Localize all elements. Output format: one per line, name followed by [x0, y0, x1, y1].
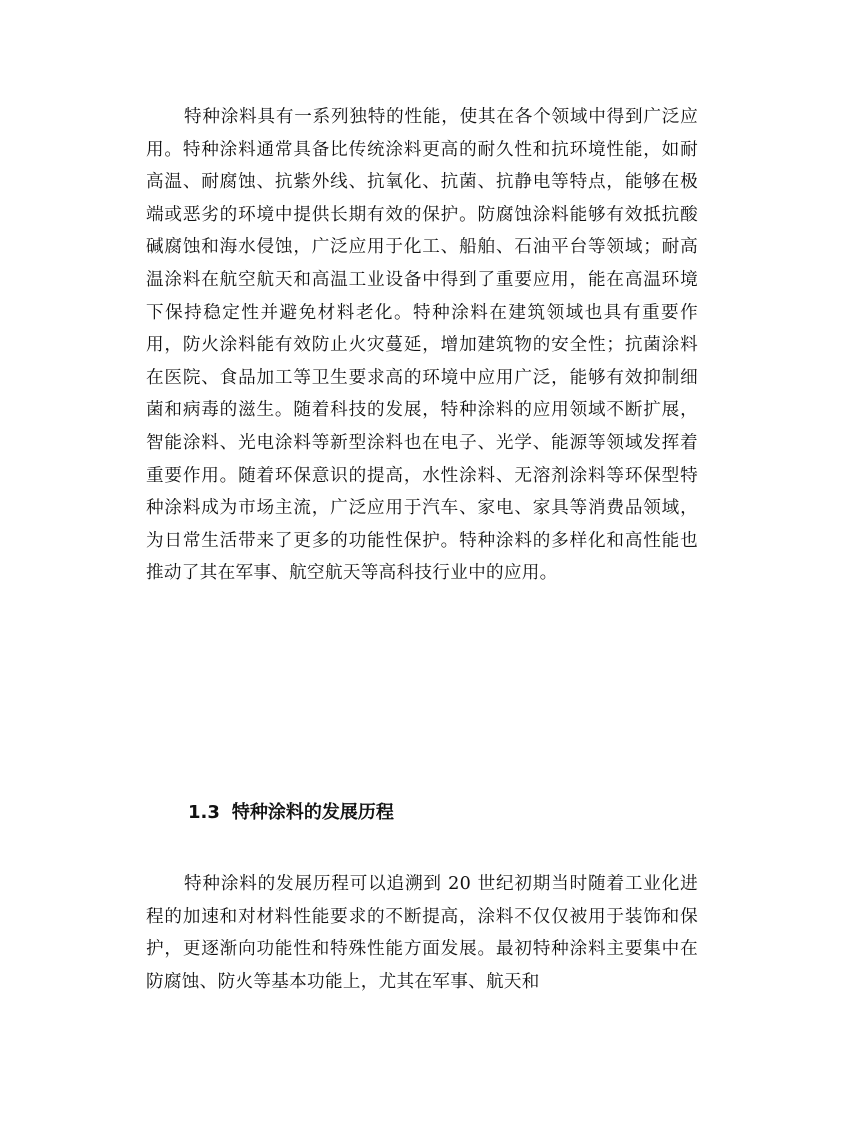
section-title: 特种涂料的发展历程	[231, 802, 394, 823]
section-heading	[188, 798, 394, 824]
section-number: 1.3	[188, 802, 220, 823]
body-paragraph-history: 特种涂料的发展历程可以追溯到 20 世纪初期当时随着工业化进程的加速和对材料性能要求的不断提高，涂料不仅仅被用于装饰和保护，更逐渐向功能性和特殊性能方面发展。最初特种涂料主要集中在防腐蚀、防火等基本功能上，尤其在军事、航天和	[146, 874, 698, 992]
body-paragraph-applications: 特种涂料具有一系列独特的性能，使其在各个领域中得到广泛应用。特种涂料通常具备比传统涂料更高的耐久性和抗环境性能，如耐高温、耐腐蚀、抗紫外线、抗氧化、抗菌、抗静电等特点，能够在极端或恶劣的环境中提供长期有效的保护。防腐蚀涂料能够有效抵抗酸碱腐蚀和海水侵蚀，广泛应用于化工、船舶、石油平台等领域；耐高温涂料在航空航天和高温工业设备中得到了重要应用，能在高温环境下保持稳定性并避免材料老化。特种涂料在建筑领域也具有重要作用，防火涂料能有效防止火灾蔓延，增加建筑物的安全性；抗菌涂料在医院、食品加工等卫生要求高的环境中应用广泛，能够有效抑制细菌和病毒的滋生。随着科技的发展，特种涂料的应用领域不断扩展，智能涂料、光电涂料等新型涂料也在电子、光学、能源等领域发挥着重要作用。随着环保意识的提高，水性涂料、无溶剂涂料等环保型特种涂料成为市场主流，广泛应用于汽车、家电、家具等消费品领域，为日常生活带来了更多的功能性保护。特种涂料的多样化和高性能也推动了其在军事、航空航天等高科技行业中的应用。	[146, 107, 698, 584]
